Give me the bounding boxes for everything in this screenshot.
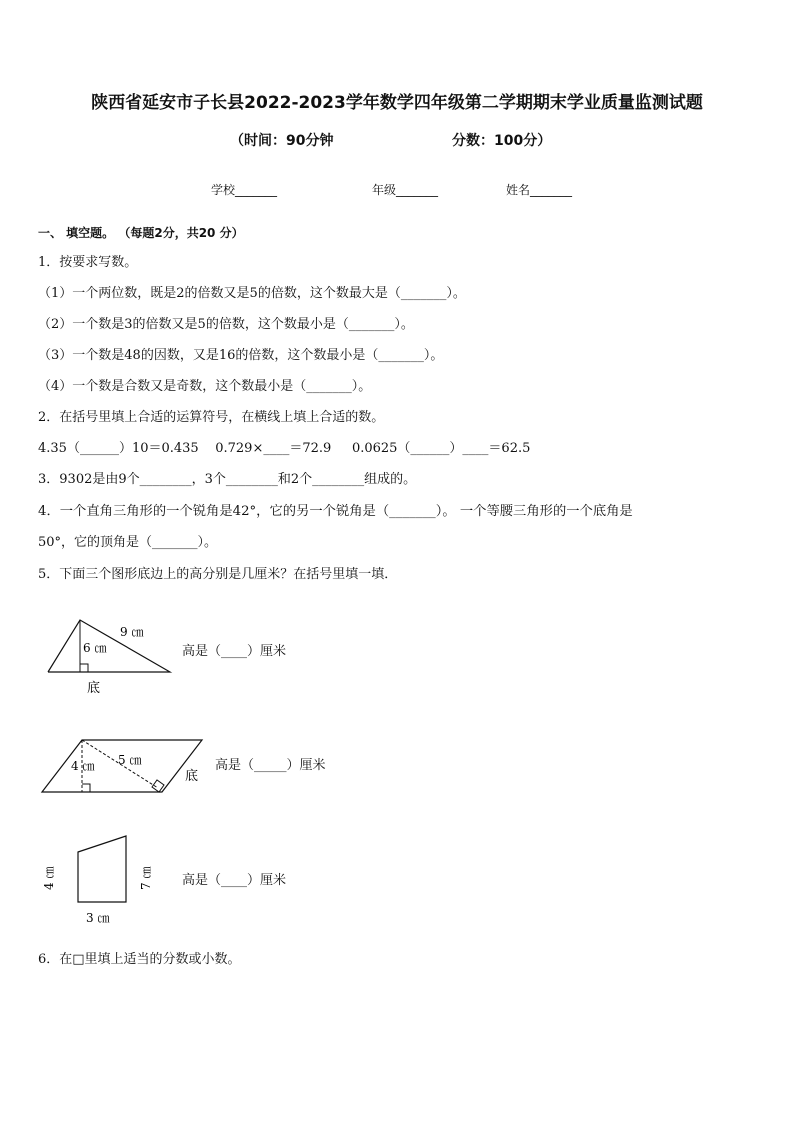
- trapezoid-left-label: 4 ㎝: [42, 866, 56, 890]
- parallelogram-diagonal-label: 5 ㎝: [118, 753, 142, 767]
- trapezoid-right-label: 7 ㎝: [139, 866, 153, 890]
- exam-time: （时间：90分钟: [230, 133, 334, 149]
- question-6: 6．在□里填上适当的分数或小数。: [38, 952, 241, 967]
- question-4-line-2: 50°，它的顶角是（_______）。: [38, 535, 218, 550]
- triangle-answer: 高是（____）厘米: [182, 644, 287, 659]
- right-angle-mark: [82, 784, 90, 792]
- name-field: 姓名_______: [506, 183, 573, 197]
- question-1-1: （1）一个两位数，既是2的倍数又是5的倍数，这个数最大是（_______）。: [38, 286, 466, 301]
- question-1: 1．按要求写数。: [38, 255, 138, 270]
- parallelogram-base-label: 底: [185, 769, 199, 784]
- trapezoid-shape: [78, 836, 126, 902]
- triangle-base-label: 底: [87, 681, 101, 696]
- parallelogram-figure: [38, 736, 208, 798]
- right-angle-mark: [152, 780, 164, 792]
- page-title: 陕西省延安市子长县2022-2023学年数学四年级第二学期期末学业质量监测试题: [91, 93, 703, 113]
- question-1-3: （3）一个数是48的因数，又是16的倍数，这个数最小是（_______）。: [38, 348, 444, 363]
- question-2: 2．在括号里填上合适的运算符号，在横线上填上合适的数。: [38, 410, 385, 425]
- right-angle-mark: [80, 664, 88, 672]
- triangle-figure: [40, 612, 180, 697]
- question-1-2: （2）一个数是3的倍数又是5的倍数，这个数最小是（_______）。: [38, 317, 414, 332]
- triangle-height-label: 6 ㎝: [83, 641, 107, 655]
- parallelogram-answer: 高是（_____）厘米: [215, 758, 326, 773]
- trapezoid-bottom-label: 3 ㎝: [86, 911, 110, 925]
- grade-field: 年级_______: [372, 183, 439, 197]
- school-field: 学校_______: [211, 183, 278, 197]
- section-heading: 一、 填空题。 （每题2分，共20 分）: [38, 226, 244, 240]
- trapezoid-answer: 高是（____）厘米: [182, 873, 287, 888]
- triangle-side-label: 9 ㎝: [120, 625, 144, 639]
- triangle-shape: [48, 620, 170, 672]
- question-3: 3．9302是由9个________，3个________和2个________组成的。: [38, 472, 417, 487]
- question-4-line-1: 4．一个直角三角形的一个锐角是42°，它的另一个锐角是（_______）。 一个等腰三角形的一个底角是: [38, 504, 633, 519]
- trapezoid-figure: [40, 832, 160, 927]
- question-1-4: （4）一个数是合数又是奇数，这个数最小是（_______）。: [38, 379, 372, 394]
- parallelogram-height-label: 4 ㎝: [71, 759, 95, 773]
- question-2-expressions: 4.35（______）10＝0.435 0.729×____＝72.9 0.0625（______）____＝62.5: [38, 441, 531, 456]
- question-5: 5．下面三个图形底边上的高分别是几厘米？在括号里填一填．: [38, 567, 398, 582]
- exam-score: 分数：100分）: [452, 133, 552, 149]
